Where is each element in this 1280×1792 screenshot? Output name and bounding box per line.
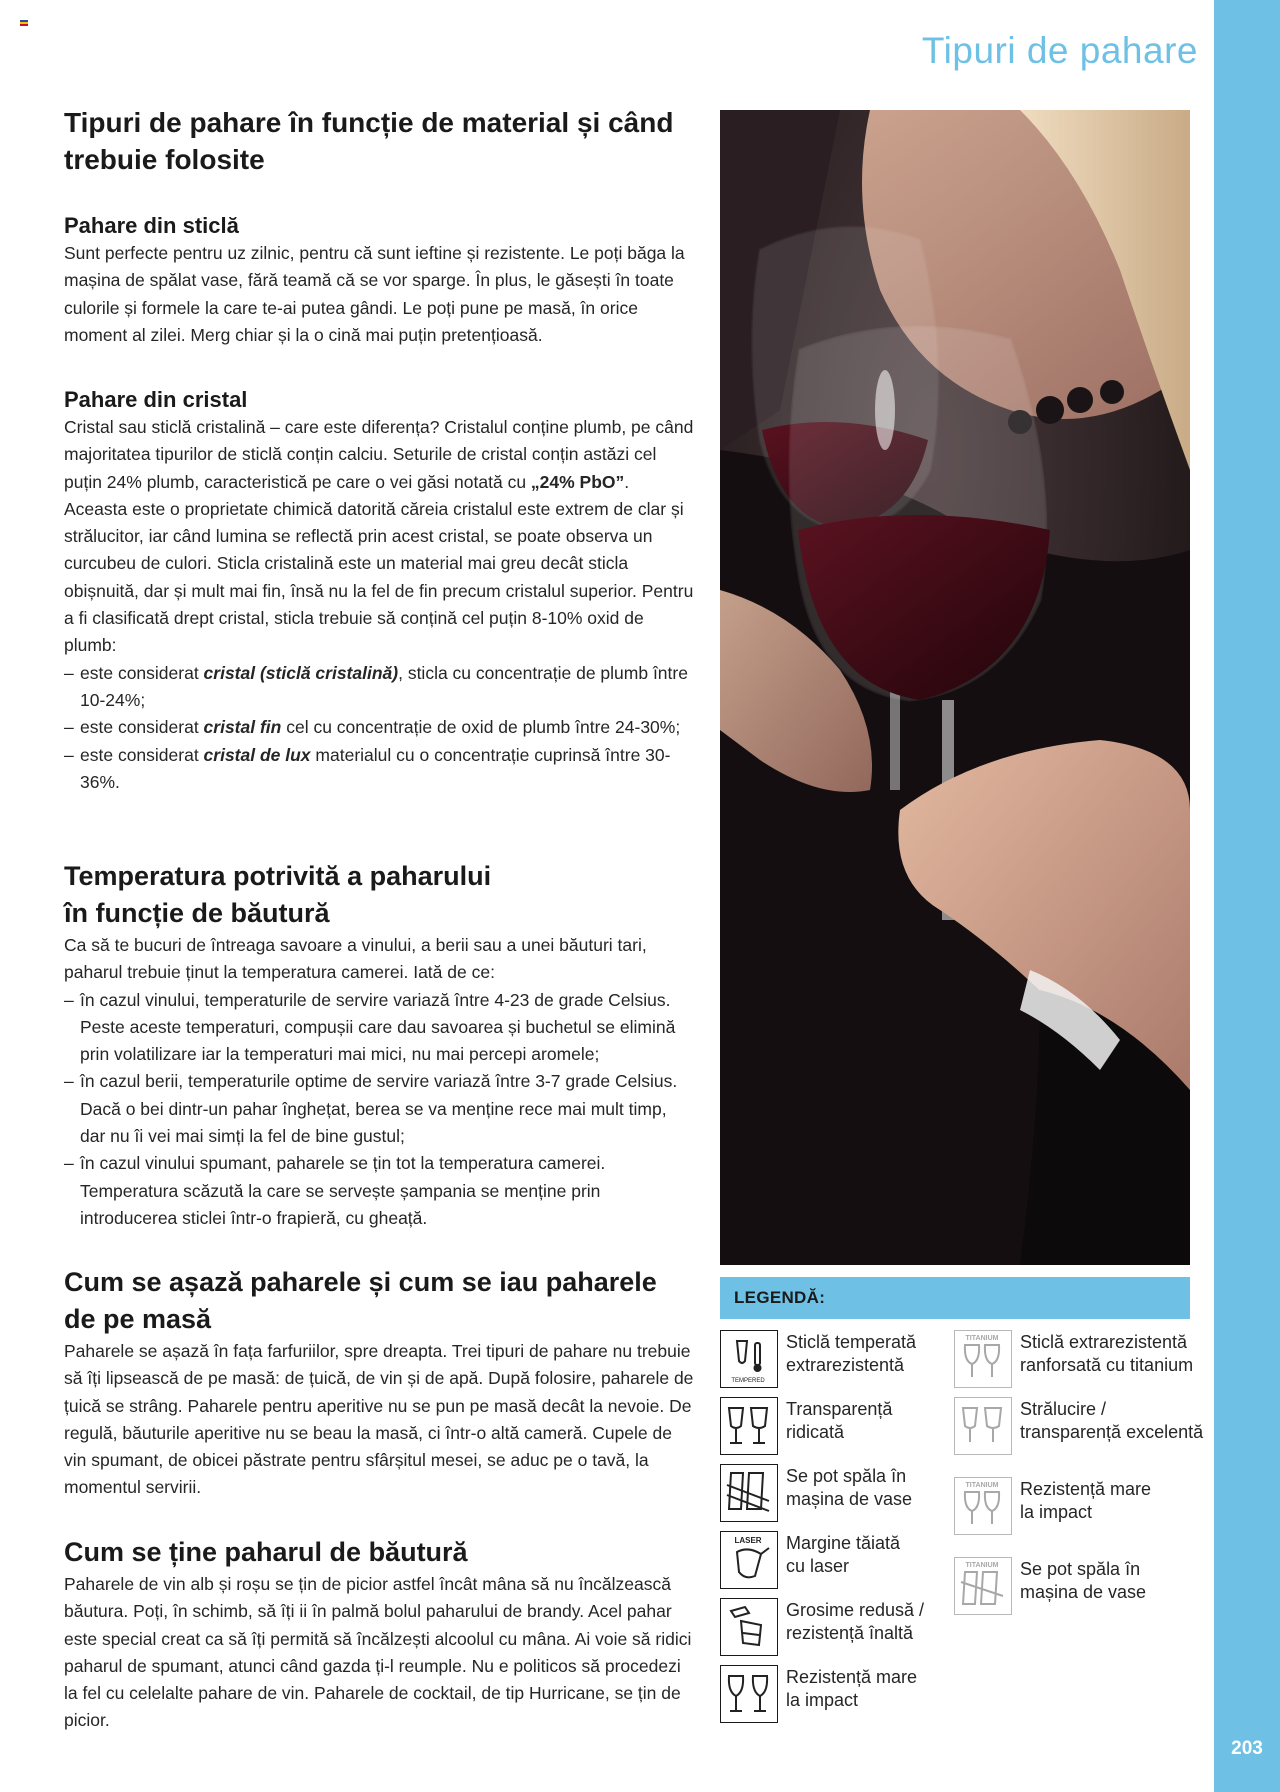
- legend-label: Strălucire / transparență excelentă: [1020, 1399, 1204, 1442]
- list-item: – este considerat cristal (sticlă cristalină), sticla cu concentrație de plumb între 10-24%;: [64, 662, 688, 710]
- laser-cut-icon: [720, 1531, 778, 1589]
- section-text: Paharele de vin alb și roșu se țin de picior astfel încât mâna să nu încălzească băutura. Poți, în schimb, să îți ii în palmă bolul paharului de brandy. Acel pahar este special creat ca să îți permită să încălzești alcoolul cu mâna. Ai voie să ridici paharul de spumant, atunci când gazda ți-l reumple. Nu e politicos să procedezi la fel cu celelalte pahare de vin. Paharele de cocktail, de tip Hurricane, se țin de picior.: [64, 1574, 692, 1731]
- list-item: – este considerat cristal fin cel cu concentrație de oxid de plumb între 24-30%;: [64, 717, 681, 738]
- legend-label: Margine tăiată cu laser: [786, 1533, 901, 1576]
- section-title: Pahare din sticlă: [64, 213, 239, 238]
- list-item: – în cazul berii, temperaturile optime de servire variază între 3-7 grade Celsius. Dacă o bei dintr-un pahar înghețat, berea se va menține rece mai mult timp, dar nu îi vei mai simți la fel de bine gustul;: [64, 1071, 678, 1147]
- legend-label: Se pot spăla în mașina de vase: [1020, 1559, 1147, 1602]
- svg-text:LASER: LASER: [734, 1536, 762, 1545]
- main-title-block: [64, 104, 694, 178]
- text-part: Cristal sau sticlă cristalină – care este diferența? Cristalul conține plumb, pe când majoritatea tipurilor de sticlă conțin calciu. Seturile de cristal conțin astăzi cel puțin 24% plumb, caracteristică pe care o vei găsi notată cu: [64, 417, 694, 492]
- titanium-glass-icon: [954, 1330, 1012, 1388]
- text-part: . Aceasta este o proprietate chimică datorită căreia cristalul este extrem de clar și strălucitor, iar când lumina se reflectă prin acest cristal, se poate observa un curcubeu de culori. Sticla cristalină este un material mai greu decât sticla obișnuită, dar și mult mai fin, însă nu la fel de fin precum cristalul superior. Pentru a fi clasificată drept cristal, sticla trebuie să conțină cel puțin 8-10% oxid de plumb:: [64, 471, 694, 656]
- tempered-glass-icon: [720, 1330, 778, 1388]
- section-glass: [64, 212, 694, 349]
- flag-icon: [20, 20, 28, 26]
- list-item: – în cazul vinului, temperaturile de servire variază între 4-23 de grade Celsius. Peste aceste temperaturi, compușii care dau savoarea și buchetul se elimină prin volatilizare iar la temperaturi mai mici, nu mai percepi aromele;: [64, 989, 676, 1065]
- section-header-title: Tipuri de pahare: [921, 30, 1198, 71]
- section-text: Ca să te bucuri de întreaga savoare a vinului, a berii sau a unei băuturi tari, paharul trebuie ținut la temperatura camerei. Iată de ce:: [64, 935, 647, 983]
- legend-title: LEGENDĂ:: [734, 1288, 826, 1307]
- svg-text:TITANIUM: TITANIUM: [965, 1335, 999, 1342]
- impact-icon: [720, 1665, 778, 1723]
- svg-text:TITANIUM: TITANIUM: [965, 1562, 999, 1569]
- legend-label: Grosime redusă / rezistență înaltă: [786, 1600, 925, 1643]
- transparency-icon: [720, 1397, 778, 1455]
- crystal-list: [64, 660, 694, 796]
- section-title: Cum se așază paharele și cum se iau paharele de pe masă: [64, 1267, 657, 1334]
- section-text: [64, 414, 694, 660]
- section-title: Pahare din cristal: [64, 387, 248, 412]
- thin-wall-icon: [720, 1598, 778, 1656]
- dishwasher-icon: [720, 1464, 778, 1522]
- legend-label: Se pot spăla în mașina de vase: [786, 1466, 913, 1509]
- legend-label: Rezistență mare la impact: [786, 1667, 918, 1710]
- wine-glasses-photo: [720, 110, 1190, 1265]
- section-crystal: [64, 386, 694, 796]
- legend-label: Sticlă extrarezistentă ranforsată cu titanium: [1020, 1332, 1194, 1375]
- section-holding: [64, 1534, 694, 1735]
- page-number: 203: [1231, 1738, 1263, 1759]
- titanium-impact-icon: [954, 1477, 1012, 1535]
- main-title: Tipuri de pahare în funcție de material și când trebuie folosite: [64, 107, 674, 175]
- section-title: Cum se ține paharul de băutură: [64, 1537, 468, 1567]
- svg-text:TEMPERED: TEMPERED: [731, 1378, 765, 1384]
- legend-header: [720, 1277, 1190, 1319]
- side-color-band: [1214, 0, 1280, 1792]
- section-placement: [64, 1264, 694, 1502]
- svg-text:TITANIUM: TITANIUM: [965, 1482, 999, 1489]
- temperature-list: [64, 987, 694, 1233]
- section-title: Temperatura potrivită a paharului în funcție de băutură: [64, 861, 492, 928]
- section-temperature: [64, 858, 694, 1232]
- section-text: Sunt perfecte pentru uz zilnic, pentru că sunt ieftine și rezistente. Le poți băga la mașina de spălat vase, fără teamă că se vor sparge. În plus, le găsești în toate culorile și formele la care te-ai putea gândi. Le poți pune pe masă, în orice moment al zilei. Merg chiar și la o cină mai puțin pretențioasă.: [64, 243, 685, 345]
- titanium-dishwasher-icon: [954, 1557, 1012, 1615]
- legend-label: Sticlă temperată extrarezistentă: [786, 1332, 917, 1375]
- brilliance-icon: [954, 1397, 1012, 1455]
- legend-label: Transparență ridicată: [786, 1399, 893, 1442]
- text-emphasis: „24% PbO”: [530, 471, 625, 492]
- legend-label: Rezistență mare la impact: [1020, 1479, 1152, 1522]
- section-text: Paharele se așază în fața farfuriilor, spre dreapta. Trei tipuri de pahare nu trebuie să îți lipsească de pe masă: de țuică, de vin și de apă. După folosire, paharele de țuică se strâng. Paharele pentru aperitive nu se pun pe masă decât la nevoie. De regulă, băuturile aperitive nu se beau la masă, ci într-o altă cameră. Cupele de vin spumant, de obicei păstrate pentru sfârșitul mesei, se aduc pe o tavă, la momentul servirii.: [64, 1341, 694, 1498]
- list-item: – în cazul vinului spumant, paharele se țin tot la temperatura camerei. Temperatura scăzută la care se servește șampania se menține prin introducerea sticlei într-o frapieră, cu gheață.: [64, 1153, 606, 1228]
- list-item: – este considerat cristal de lux materialul cu o concentrație cuprinsă între 30-36%.: [64, 744, 671, 792]
